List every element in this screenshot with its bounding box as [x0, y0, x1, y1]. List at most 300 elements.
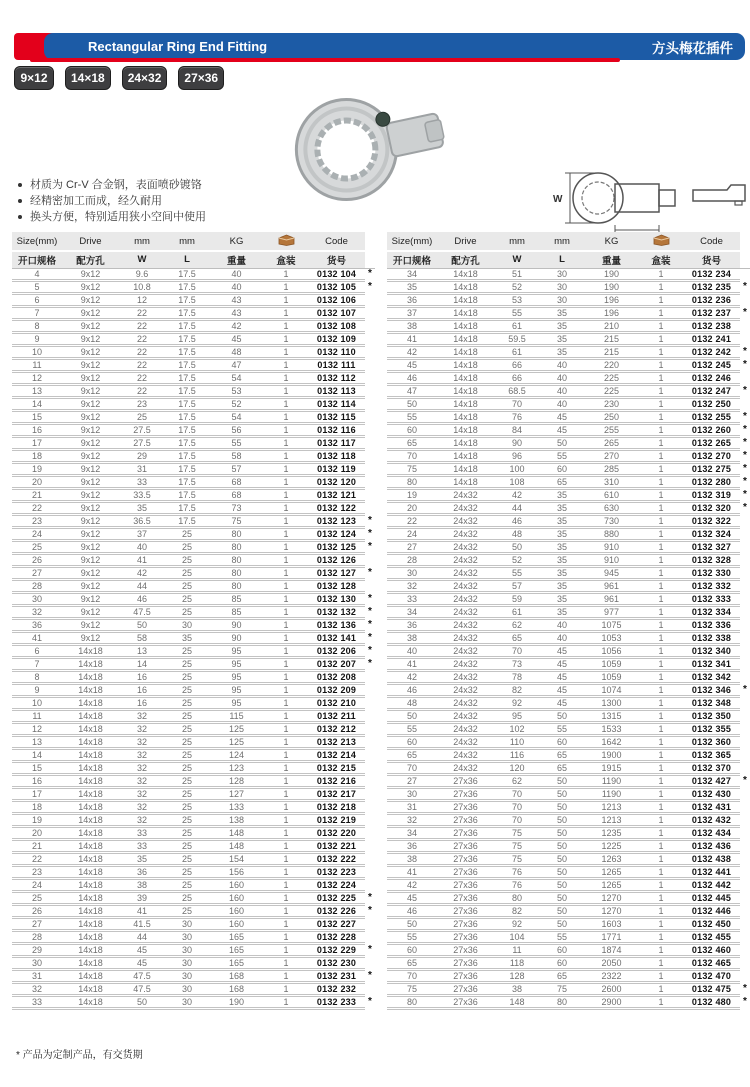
cell-size: 24	[12, 527, 62, 540]
cell-kg: 1642	[584, 735, 639, 748]
cell-drive: 14x18	[62, 878, 119, 891]
table-row	[387, 657, 750, 670]
cell-drive: 14x18	[62, 722, 119, 735]
cell-star	[740, 748, 750, 761]
cell-l: 35	[540, 566, 584, 579]
cell-size: 15	[12, 410, 62, 423]
cell-star: *	[743, 501, 747, 513]
table-row	[387, 852, 750, 865]
cell-l: 50	[540, 774, 584, 787]
cell-box: 1	[639, 462, 683, 475]
cell-star	[365, 306, 375, 319]
cell-code: 0132 341	[683, 657, 740, 670]
cell-kg: 225	[584, 384, 639, 397]
cell-code: 0132 446	[683, 904, 740, 917]
table-row	[387, 722, 750, 735]
cell-drive: 14x18	[62, 917, 119, 930]
cell-kg: 47	[209, 358, 264, 371]
table-row	[387, 280, 750, 293]
table-row	[387, 774, 750, 787]
cell-star	[365, 696, 375, 709]
cell-star: *	[368, 631, 372, 643]
cell-drive: 9x12	[62, 475, 119, 488]
cell-drive: 9x12	[62, 462, 119, 475]
cell-w: 76	[494, 878, 540, 891]
cell-size: 22	[387, 514, 437, 527]
cell-code: 0132 470	[683, 969, 740, 982]
table-row	[387, 449, 750, 462]
cell-kg: 285	[584, 462, 639, 475]
cell-star	[740, 956, 750, 969]
cell-w: 78	[494, 670, 540, 683]
table-row	[12, 345, 375, 358]
cell-l: 65	[540, 475, 584, 488]
table-row	[387, 436, 750, 449]
cell-kg: 160	[209, 878, 264, 891]
cell-kg: 910	[584, 540, 639, 553]
spec-table-left	[12, 232, 375, 1010]
cell-l: 25	[165, 878, 209, 891]
cell-w: 59	[494, 592, 540, 605]
cell-size: 80	[387, 995, 437, 1008]
table-row	[387, 358, 750, 371]
cell-code: 0132 327	[683, 540, 740, 553]
cell-kg: 1270	[584, 904, 639, 917]
cell-l: 40	[540, 618, 584, 631]
table-row	[12, 839, 375, 852]
cell-drive: 14x18	[62, 956, 119, 969]
cell-star	[365, 917, 375, 930]
cell-code: 0132 450	[683, 917, 740, 930]
cell-star: *	[743, 774, 747, 786]
cell-l: 35	[540, 605, 584, 618]
cell-box: 1	[264, 397, 308, 410]
table-row	[12, 904, 375, 917]
cell-code: 0132 116	[308, 423, 365, 436]
spec-table-right	[387, 232, 750, 1010]
table-row	[387, 709, 750, 722]
cell-drive: 14x18	[62, 891, 119, 904]
cell-l: 40	[540, 631, 584, 644]
cell-code: 0132 332	[683, 579, 740, 592]
cell-kg: 610	[584, 488, 639, 501]
cell-w: 16	[119, 683, 165, 696]
table-row	[12, 475, 375, 488]
cell-l: 25	[165, 657, 209, 670]
cell-code: 0132 220	[308, 826, 365, 839]
cell-drive: 14x18	[62, 657, 119, 670]
cell-kg: 85	[209, 605, 264, 618]
cell-drive: 24x32	[437, 670, 494, 683]
cell-l: 17.5	[165, 293, 209, 306]
cell-w: 45	[119, 956, 165, 969]
cell-kg: 1270	[584, 891, 639, 904]
cell-size: 23	[12, 514, 62, 527]
cell-w: 39	[119, 891, 165, 904]
cell-l: 30	[165, 969, 209, 982]
cell-l: 45	[540, 644, 584, 657]
cell-box: 1	[264, 319, 308, 332]
cell-w: 41	[119, 904, 165, 917]
cell-l: 50	[540, 917, 584, 930]
cell-star	[365, 358, 375, 371]
cell-box: 1	[264, 956, 308, 969]
table-row	[12, 527, 375, 540]
cell-kg: 95	[209, 657, 264, 670]
cell-w: 33.5	[119, 488, 165, 501]
col-size: Size(mm)	[12, 232, 62, 251]
cell-kg: 52	[209, 397, 264, 410]
cell-w: 11	[494, 943, 540, 956]
cell-code: 0132 211	[308, 709, 365, 722]
cell-box: 1	[264, 852, 308, 865]
table-row	[12, 371, 375, 384]
header-row-en	[12, 232, 375, 251]
cell-drive: 9x12	[62, 371, 119, 384]
cell-code: 0132 430	[683, 787, 740, 800]
cell-l: 35	[540, 319, 584, 332]
cell-size: 38	[387, 631, 437, 644]
table-row	[387, 969, 750, 982]
cell-code: 0132 224	[308, 878, 365, 891]
cell-w: 40	[119, 540, 165, 553]
cell-drive: 9x12	[62, 488, 119, 501]
cell-size: 27	[387, 774, 437, 787]
cell-box: 1	[264, 579, 308, 592]
cell-l: 25	[165, 709, 209, 722]
cell-size: 41	[387, 657, 437, 670]
table-row	[387, 579, 750, 592]
cell-size: 75	[387, 982, 437, 995]
cell-kg: 215	[584, 332, 639, 345]
col-drive: Drive	[62, 232, 119, 251]
cell-box: 1	[264, 268, 308, 280]
cell-drive: 9x12	[62, 449, 119, 462]
cell-kg: 1056	[584, 644, 639, 657]
cell-drive: 27x36	[437, 956, 494, 969]
cell-l: 17.5	[165, 358, 209, 371]
cell-size: 19	[12, 462, 62, 475]
cell-size: 7	[12, 657, 62, 670]
cell-w: 31	[119, 462, 165, 475]
cell-code: 0132 275	[683, 462, 740, 475]
cell-w: 82	[494, 683, 540, 696]
cell-code: 0132 208	[308, 670, 365, 683]
page-header-banner	[44, 33, 745, 60]
cell-w: 32	[119, 774, 165, 787]
cell-kg: 977	[584, 605, 639, 618]
cell-l: 50	[540, 865, 584, 878]
cell-box: 1	[264, 280, 308, 293]
cell-code: 0132 250	[683, 397, 740, 410]
cell-drive: 14x18	[62, 865, 119, 878]
cell-box: 1	[639, 319, 683, 332]
cell-star	[365, 787, 375, 800]
table-row	[12, 384, 375, 397]
cell-l: 25	[165, 644, 209, 657]
cell-box: 1	[639, 631, 683, 644]
cell-drive: 14x18	[62, 852, 119, 865]
cell-w: 52	[494, 280, 540, 293]
cell-drive: 24x32	[437, 631, 494, 644]
cell-w: 76	[494, 865, 540, 878]
cell-l: 17.5	[165, 449, 209, 462]
cell-size: 80	[387, 475, 437, 488]
cell-drive: 24x32	[437, 618, 494, 631]
cell-size: 27	[12, 917, 62, 930]
cell-l: 25	[165, 683, 209, 696]
cell-star	[365, 813, 375, 826]
cell-star	[740, 943, 750, 956]
cell-code: 0132 219	[308, 813, 365, 826]
cell-size: 30	[387, 787, 437, 800]
cell-w: 46	[119, 592, 165, 605]
cell-star	[740, 735, 750, 748]
cell-l: 25	[165, 813, 209, 826]
cell-drive: 14x18	[437, 410, 494, 423]
table-row	[12, 956, 375, 969]
cell-drive: 9x12	[62, 514, 119, 527]
table-row	[12, 982, 375, 995]
cell-code: 0132 235	[683, 280, 740, 293]
cell-box: 1	[264, 488, 308, 501]
table-row	[12, 280, 375, 293]
cell-box: 1	[264, 332, 308, 345]
cell-size: 36	[387, 839, 437, 852]
cell-star	[740, 839, 750, 852]
cell-box: 1	[639, 358, 683, 371]
cell-drive: 27x36	[437, 878, 494, 891]
cell-box: 1	[264, 527, 308, 540]
cell-star: *	[743, 358, 747, 370]
cell-size: 16	[12, 774, 62, 787]
cell-box: 1	[639, 371, 683, 384]
cell-star	[740, 670, 750, 683]
badge-14x18: 14×18	[65, 66, 111, 90]
cell-box: 1	[264, 566, 308, 579]
cell-code: 0132 231	[308, 969, 365, 982]
cell-size: 38	[387, 852, 437, 865]
cell-drive: 27x36	[437, 839, 494, 852]
col-star	[365, 232, 375, 251]
cell-box: 1	[639, 345, 683, 358]
cell-drive: 24x32	[437, 605, 494, 618]
cell-kg: 125	[209, 735, 264, 748]
cell-star: *	[368, 268, 372, 280]
table-row	[12, 787, 375, 800]
cell-kg: 1190	[584, 787, 639, 800]
table-row	[12, 293, 375, 306]
cell-drive: 14x18	[437, 475, 494, 488]
cell-drive: 14x18	[62, 995, 119, 1008]
cell-w: 61	[494, 605, 540, 618]
cell-drive: 14x18	[62, 839, 119, 852]
cell-size: 36	[12, 618, 62, 631]
cell-code: 0132 330	[683, 566, 740, 579]
cell-drive: 9x12	[62, 332, 119, 345]
cell-star	[740, 605, 750, 618]
cell-w: 32	[119, 735, 165, 748]
cell-code: 0132 213	[308, 735, 365, 748]
cell-w: 51	[494, 268, 540, 280]
cell-size: 11	[12, 358, 62, 371]
table-row	[387, 891, 750, 904]
cell-l: 35	[540, 540, 584, 553]
cell-code: 0132 247	[683, 384, 740, 397]
cell-code: 0132 340	[683, 644, 740, 657]
cell-star	[740, 332, 750, 345]
cell-w: 61	[494, 319, 540, 332]
cell-star	[365, 722, 375, 735]
cell-w: 33	[119, 839, 165, 852]
cell-star	[740, 527, 750, 540]
table-row	[387, 410, 750, 423]
table-row	[12, 566, 375, 579]
table-row	[387, 332, 750, 345]
cell-box: 1	[639, 501, 683, 514]
cell-code: 0132 245	[683, 358, 740, 371]
table-row	[387, 423, 750, 436]
table-row	[12, 969, 375, 982]
cell-l: 75	[540, 982, 584, 995]
custom-product-footnote: * 产品为定制产品，有交货期	[16, 1050, 143, 1061]
cell-l: 50	[540, 839, 584, 852]
cell-star	[365, 982, 375, 995]
cell-l: 60	[540, 943, 584, 956]
cell-drive: 9x12	[62, 293, 119, 306]
cell-w: 32	[119, 800, 165, 813]
cell-star: *	[368, 566, 372, 578]
cell-code: 0132 136	[308, 618, 365, 631]
cell-l: 50	[540, 787, 584, 800]
cell-code: 0132 229	[308, 943, 365, 956]
cell-star: *	[368, 995, 372, 1007]
cell-kg: 1213	[584, 813, 639, 826]
cell-kg: 95	[209, 644, 264, 657]
cell-box: 1	[264, 748, 308, 761]
cell-kg: 43	[209, 306, 264, 319]
cell-drive: 27x36	[437, 787, 494, 800]
cell-l: 50	[540, 904, 584, 917]
cell-l: 30	[165, 930, 209, 943]
cell-star: *	[368, 592, 372, 604]
cell-kg: 115	[209, 709, 264, 722]
cell-star	[365, 826, 375, 839]
cell-box: 1	[264, 501, 308, 514]
cell-l: 17.5	[165, 410, 209, 423]
cell-l: 50	[540, 709, 584, 722]
cell-kg: 1300	[584, 696, 639, 709]
cell-drive: 24x32	[437, 735, 494, 748]
cell-kg: 255	[584, 423, 639, 436]
table-row	[12, 631, 375, 644]
cell-code: 0132 434	[683, 826, 740, 839]
cell-kg: 80	[209, 540, 264, 553]
cell-kg: 128	[209, 774, 264, 787]
cell-l: 25	[165, 852, 209, 865]
cell-star	[740, 644, 750, 657]
col-l-mm: mm	[540, 232, 584, 251]
cell-l: 17.5	[165, 501, 209, 514]
cell-kg: 43	[209, 293, 264, 306]
cell-box: 1	[264, 449, 308, 462]
cell-drive: 14x18	[62, 774, 119, 787]
cell-size: 42	[387, 670, 437, 683]
cell-box: 1	[639, 553, 683, 566]
cell-w: 102	[494, 722, 540, 735]
cell-box: 1	[264, 722, 308, 735]
cell-code: 0132 212	[308, 722, 365, 735]
col-kg: KG	[209, 232, 264, 251]
cell-box: 1	[264, 423, 308, 436]
table-row	[12, 800, 375, 813]
table-row	[12, 761, 375, 774]
cell-box: 1	[264, 657, 308, 670]
cell-drive: 9x12	[62, 527, 119, 540]
cell-star	[740, 800, 750, 813]
cell-star	[740, 722, 750, 735]
cell-w: 47.5	[119, 605, 165, 618]
cell-w: 33	[119, 475, 165, 488]
col-star	[740, 232, 750, 251]
badge-27x36: 27×36	[178, 66, 224, 90]
cell-size: 21	[12, 488, 62, 501]
cell-code: 0132 260	[683, 423, 740, 436]
cell-size: 60	[387, 943, 437, 956]
cell-drive: 27x36	[437, 800, 494, 813]
col-drive: Drive	[437, 232, 494, 251]
cell-l: 30	[165, 917, 209, 930]
cell-kg: 2050	[584, 956, 639, 969]
cell-code: 0132 127	[308, 566, 365, 579]
cell-kg: 148	[209, 839, 264, 852]
cell-box: 1	[639, 943, 683, 956]
cell-kg: 54	[209, 410, 264, 423]
cell-kg: 48	[209, 345, 264, 358]
table-row	[12, 358, 375, 371]
cell-box: 1	[639, 865, 683, 878]
cell-box: 1	[639, 956, 683, 969]
cell-box: 1	[264, 371, 308, 384]
cell-code: 0132 265	[683, 436, 740, 449]
cell-star: *	[743, 683, 747, 695]
cell-w: 68.5	[494, 384, 540, 397]
cell-code: 0132 115	[308, 410, 365, 423]
cell-w: 75	[494, 839, 540, 852]
cell-drive: 9x12	[62, 306, 119, 319]
cell-l: 45	[540, 696, 584, 709]
table-row	[12, 436, 375, 449]
cell-kg: 250	[584, 410, 639, 423]
cell-w: 42	[119, 566, 165, 579]
cell-code: 0132 214	[308, 748, 365, 761]
cell-star	[740, 709, 750, 722]
cell-star	[365, 488, 375, 501]
cell-size: 60	[387, 735, 437, 748]
cell-size: 9	[12, 683, 62, 696]
table-row	[12, 917, 375, 930]
table-row	[387, 540, 750, 553]
cell-drive: 24x32	[437, 514, 494, 527]
cell-code: 0132 126	[308, 553, 365, 566]
bullet-icon	[18, 215, 22, 219]
cell-kg: 1059	[584, 657, 639, 670]
header-row-en	[387, 232, 750, 251]
cell-box: 1	[264, 605, 308, 618]
cell-box: 1	[639, 852, 683, 865]
cell-drive: 27x36	[437, 969, 494, 982]
col-w-mm: mm	[494, 232, 540, 251]
